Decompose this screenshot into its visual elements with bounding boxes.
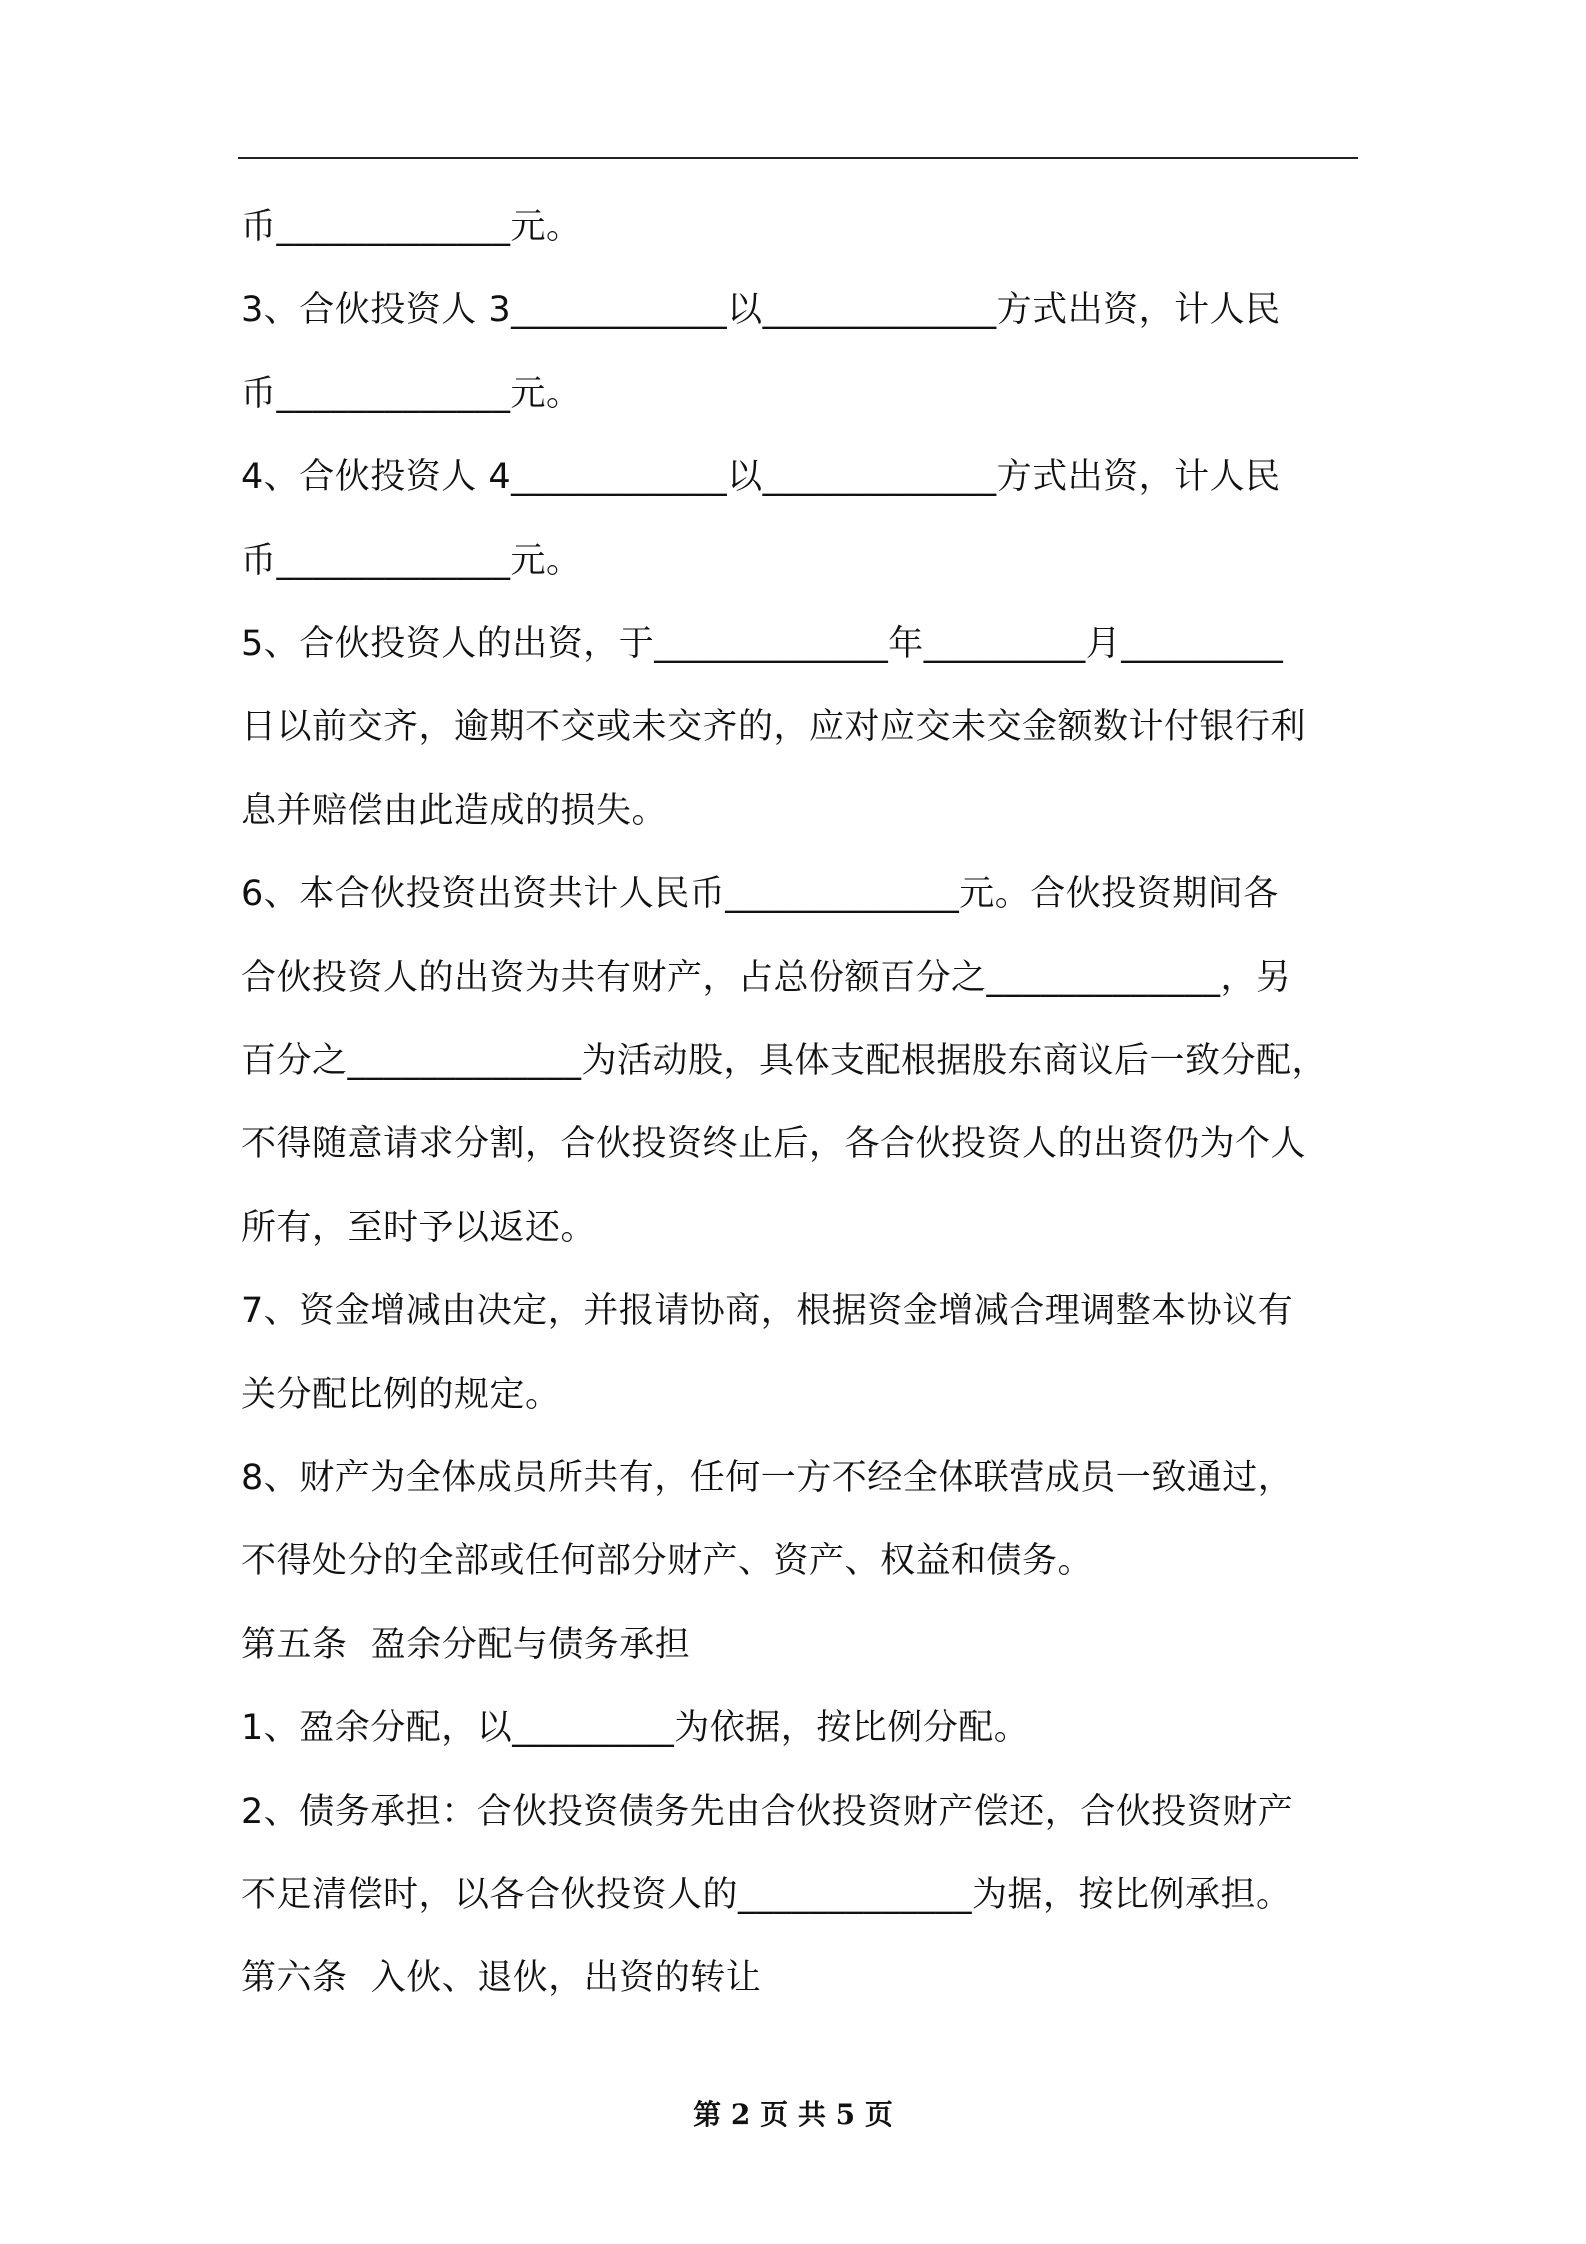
text-line: 1、盈余分配，以_________为依据，按比例分配。: [241, 1708, 1030, 1748]
text-line: 币_____________元。: [241, 207, 582, 247]
text-line: 3、合伙投资人 3____________以_____________方式出资，计人民: [241, 290, 1281, 330]
text-line: 百分之_____________为活动股，具体支配根据股东商议后一致分配，: [241, 1041, 1328, 1081]
text-line: 8、财产为全体成员所共有，任何一方不经全体联营成员一致通过，: [241, 1458, 1294, 1498]
text-line: 币_____________元。: [241, 374, 582, 414]
text-line: 息并赔偿由此造成的损失。: [241, 791, 668, 831]
text-line: 5、合伙投资人的出资，于_____________年_________月_________: [241, 624, 1284, 664]
text-line: 不足清偿时，以各合伙投资人的_____________为据，按比例承担。: [241, 1875, 1292, 1915]
text-line: 不得随意请求分割，合伙投资终止后，各合伙投资人的出资仍为个人: [241, 1124, 1307, 1164]
text-line: 合伙投资人的出资为共有财产，占总份额百分之_____________，另: [241, 958, 1292, 998]
section-heading: 第六条 入伙、退伙，出资的转让: [241, 1958, 762, 1998]
text-line: 6、本合伙投资出资共计人民币_____________元。合伙投资期间各: [241, 874, 1279, 914]
text-line: 2、债务承担：合伙投资债务先由合伙投资财产偿还，合伙投资财产: [241, 1792, 1294, 1832]
text-line: 4、合伙投资人 4____________以_____________方式出资，计人民: [241, 457, 1281, 497]
text-line: 所有，至时予以返还。: [241, 1208, 597, 1248]
section-heading: 第五条 盈余分配与债务承担: [241, 1625, 691, 1665]
text-line: 7、资金增减由决定，并报请协商，根据资金增减合理调整本协议有: [241, 1291, 1294, 1331]
text-line: 关分配比例的规定。: [241, 1375, 561, 1415]
text-line: 币_____________元。: [241, 541, 582, 581]
page-number: 第 2 页 共 5 页: [693, 2098, 893, 2131]
text-line: 不得处分的全部或任何部分财产、资产、权益和债务。: [241, 1541, 1094, 1581]
text-line: 日以前交齐，逾期不交或未交齐的，应对应交未交金额数计付银行利: [241, 707, 1307, 747]
